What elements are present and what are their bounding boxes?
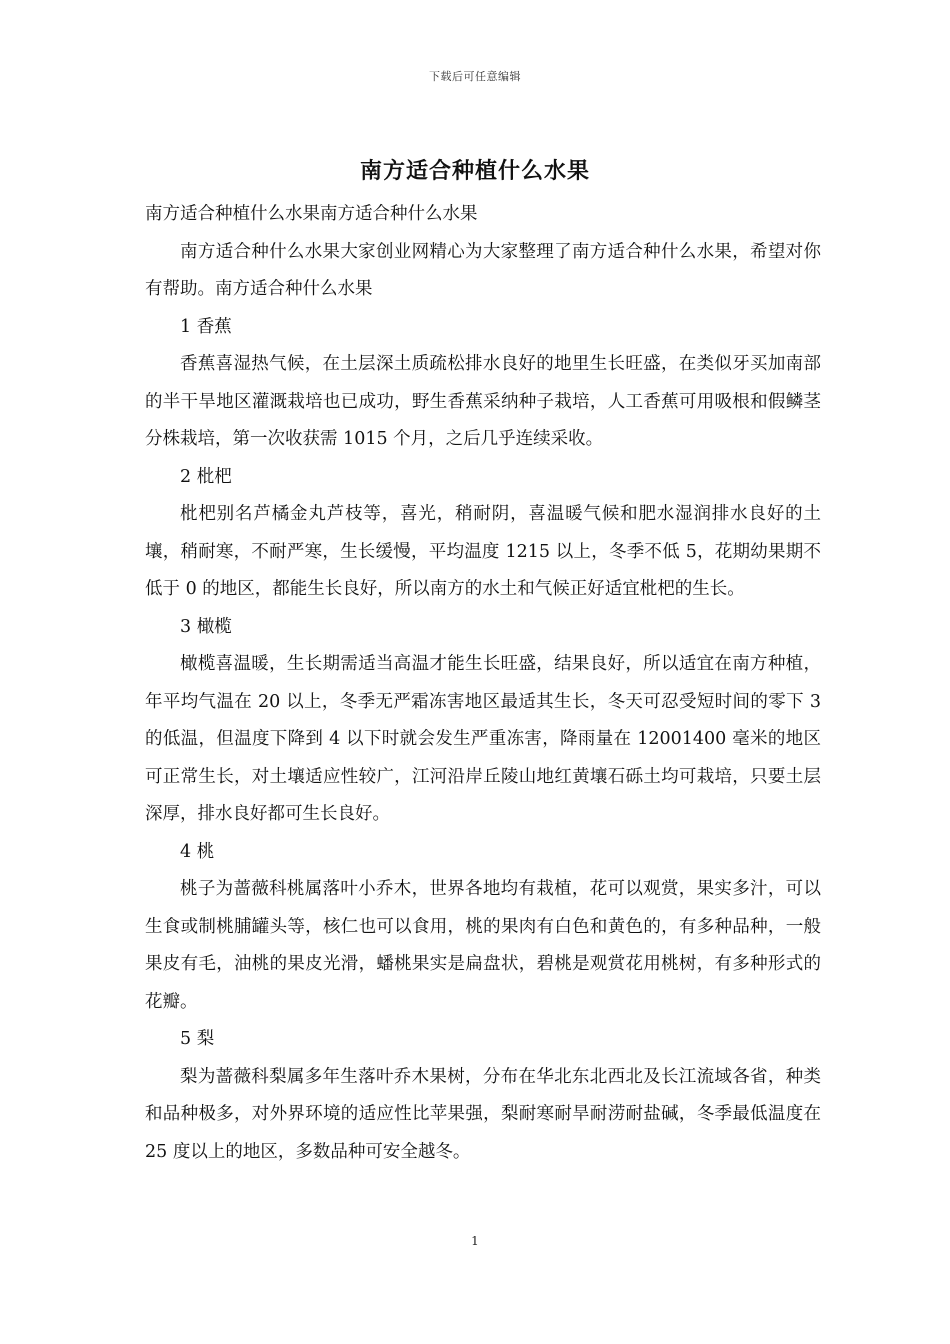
section-heading-olive: 3 橄榄 — [180, 616, 232, 637]
section-heading-peach: 4 桃 — [180, 841, 215, 862]
section-text-pear: 梨为蔷薇科梨属多年生落叶乔木果树，分布在华北东北西北及长江流域各省，种类和品种极多，对外界环境的适应性比苹果强，梨耐寒耐旱耐涝耐盐碱，冬季最低温度在 25 度以上的地区，多数品种可安全越冬。 — [145, 1066, 821, 1162]
section-text-peach: 桃子为蔷薇科桃属落叶小乔木，世界各地均有栽植，花可以观赏，果实多汁，可以生食或制桃脯罐头等，核仁也可以食用，桃的果肉有白色和黄色的，有多种品种，一般果皮有毛，油桃的果皮光滑，蟠桃果实是扁盘状，碧桃是观赏花用桃树，有多种形式的花瓣。 — [145, 879, 821, 1012]
section-heading-loquat: 2 枇杷 — [180, 466, 232, 487]
section-heading-banana: 1 香蕉 — [180, 316, 232, 337]
subtitle-line: 南方适合种植什么水果南方适合种什么水果 — [145, 204, 478, 224]
section-text-loquat: 枇杷别名芦橘金丸芦枝等，喜光，稍耐阴，喜温暖气候和肥水湿润排水良好的土壤，稍耐寒，不耐严寒，生长缓慢，平均温度 1215 以上，冬季不低 5，花期幼果期不低于 0 的地区，都能生长良好，所以南方的水土和气候正好适宜枇杷的生长。 — [145, 504, 821, 599]
intro-paragraph: 南方适合种什么水果大家创业网精心为大家整理了南方适合种什么水果，希望对你有帮助。南方适合种什么水果 — [145, 241, 821, 299]
section-heading-pear: 5 梨 — [180, 1029, 215, 1049]
section-text-banana: 香蕉喜湿热气候，在土层深土质疏松排水良好的地里生长旺盛，在类似牙买加南部的半干旱地区灌溉栽培也已成功，野生香蕉采纳种子栽培，人工香蕉可用吸根和假鳞茎分株栽培，第一次收获需 1015 个月，之后几乎连续采收。 — [145, 354, 821, 449]
document-body — [145, 196, 821, 1171]
header-note: 下载后可任意编辑 — [429, 70, 521, 83]
page-number: 1 — [471, 1234, 479, 1248]
document-title: 南方适合种植什么水果 — [359, 158, 590, 184]
section-text-olive: 橄榄喜温暖，生长期需适当高温才能生长旺盛，结果良好，所以适宜在南方种植，年平均气温在 20 以上，冬季无严霜冻害地区最适其生长，冬天可忍受短时间的零下 3 的低温，但温度下降到 4 以下时就会发生严重冻害，降雨量在 12001400 毫米的地区可正常生长，对土壤适应性较广，江河沿岸丘陵山地红黄壤石砾土均可栽培，只要土层深厚，排水良好都可生长良好。 — [145, 654, 821, 824]
